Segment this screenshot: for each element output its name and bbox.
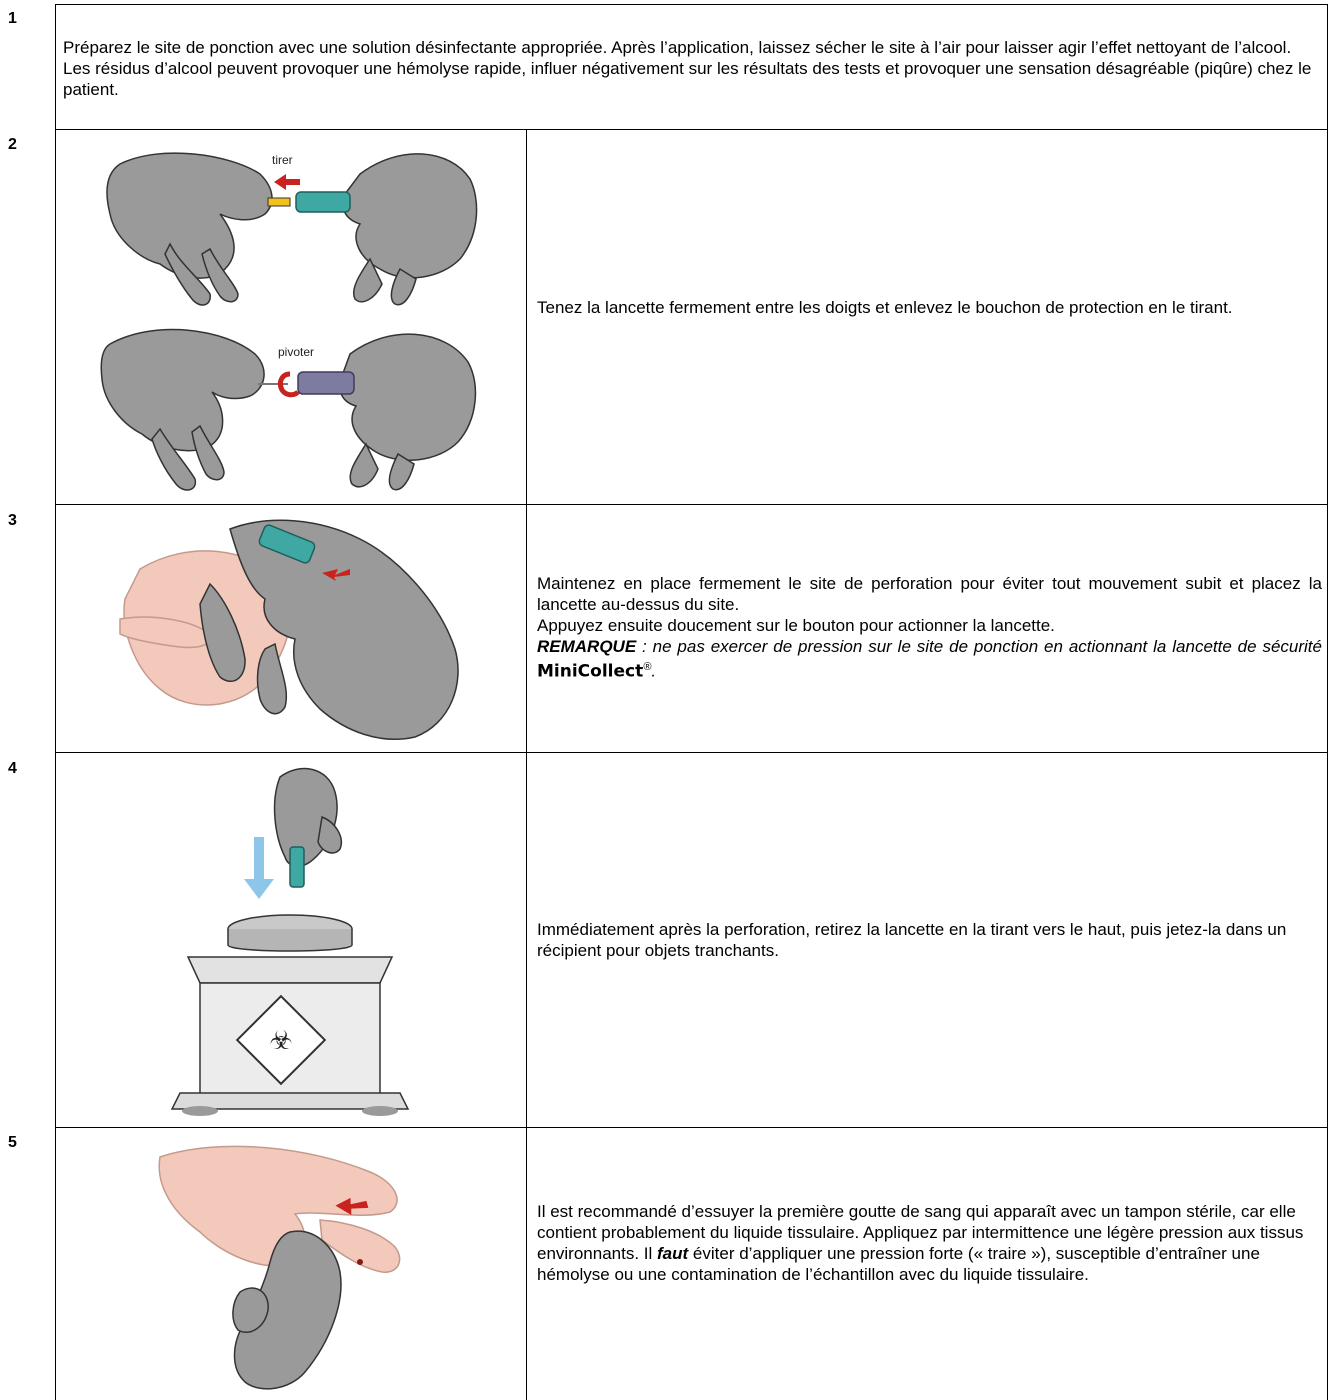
brand-mark: ® <box>643 661 652 673</box>
step-5-text-after: éviter d’appliquer une pression forte (« traire »), susceptible d’entraîner une hémolyse ou une contamination de l’échantillon avec du liquide tissulaire. <box>537 1244 1260 1284</box>
label-twist: pivoter <box>278 345 315 359</box>
bottom-right-hand <box>340 334 476 490</box>
step-number-2: 2 <box>8 136 17 153</box>
step-3-illustration <box>60 509 522 748</box>
row-divider <box>55 752 1328 753</box>
step-3-text <box>537 573 1322 683</box>
step-2-text: Tenez la lancette fermement entre les doigts et enlevez le bouchon de protection en le tirant. <box>537 298 1233 317</box>
lancet-body-purple <box>298 372 354 394</box>
step-5-emphasis: faut <box>657 1244 689 1263</box>
step-5-text-before: Il est recommandé d’essuyer la première goutte de sang qui apparaît avec un tampon stérile, car elle contient probablement du liquide tissulaire. Appliquez par intermittence une légère pression aux tissus environnants. Il <box>537 1202 1304 1263</box>
sharps-container-image <box>60 757 522 1123</box>
step-5-illustration <box>60 1132 522 1400</box>
wipe-first-drop-image <box>60 1132 522 1400</box>
step-2-illustration <box>60 134 522 500</box>
brand-name: MiniCollect <box>537 661 644 682</box>
step-1-text: Préparez le site de ponction avec une solution désinfectante appropriée. Après l’application, laissez sécher le site à l’air pour laisser agir l’effet nettoyant de l’alcool. Les résidus d’alcool peuvent provoquer une hémolyse rapide, influer négativement sur les résultats des tests et provoquer une sensation désagréable (piqûre) chez le patient. <box>63 38 1312 99</box>
step-3-line-2: Appuyez ensuite doucement sur le bouton pour actionner la lancette. <box>537 616 1055 635</box>
row-divider <box>55 1127 1328 1128</box>
top-left-hand <box>107 153 272 305</box>
step-4-illustration <box>60 757 522 1123</box>
bottom-left-hand <box>101 330 264 491</box>
pull-arrow-icon <box>274 174 300 190</box>
row-divider <box>55 129 1328 130</box>
step-3-line-1: Maintenez en place fermement le site de perforation pour éviter tout mouvement subit et placez la lancette au-dessus du site. <box>537 574 1322 614</box>
drop-arrow-icon <box>244 879 274 899</box>
step-number-1: 1 <box>8 10 17 27</box>
biohazard-icon: ☣ <box>269 1026 293 1056</box>
top-right-hand <box>343 154 476 305</box>
hands-activate-lancet-image <box>60 509 522 748</box>
step-4-text: Immédiatement après la perforation, retirez la lancette en la tirant vers le haut, puis jetez-la dans un récipient pour objets tranchants. <box>537 920 1287 960</box>
lancet-body-teal <box>296 192 350 212</box>
table-border-left <box>55 4 56 1400</box>
blood-drop <box>357 1259 363 1265</box>
note-text: : ne pas exercer de pression sur le site de ponction en actionnant la lancette de sécurité <box>636 637 1322 656</box>
note-end: . <box>651 661 657 681</box>
step-number-4: 4 <box>8 760 17 777</box>
note-label: REMARQUE <box>537 637 637 656</box>
row-divider <box>55 504 1328 505</box>
hands-remove-cap-image <box>60 134 522 500</box>
column-divider <box>526 129 527 1400</box>
step-number-5: 5 <box>8 1134 17 1151</box>
drop-arrow-shaft <box>254 837 264 882</box>
label-pull: tirer <box>272 153 293 167</box>
lancet-cap-yellow <box>268 198 290 206</box>
step-5-text <box>537 1201 1322 1285</box>
step-number-3: 3 <box>8 512 17 529</box>
row-divider <box>55 4 1328 5</box>
lancet-body-teal <box>290 847 304 887</box>
container-top <box>188 957 392 983</box>
step-3-note <box>537 636 1322 683</box>
hand-dropping-lancet <box>275 769 342 867</box>
